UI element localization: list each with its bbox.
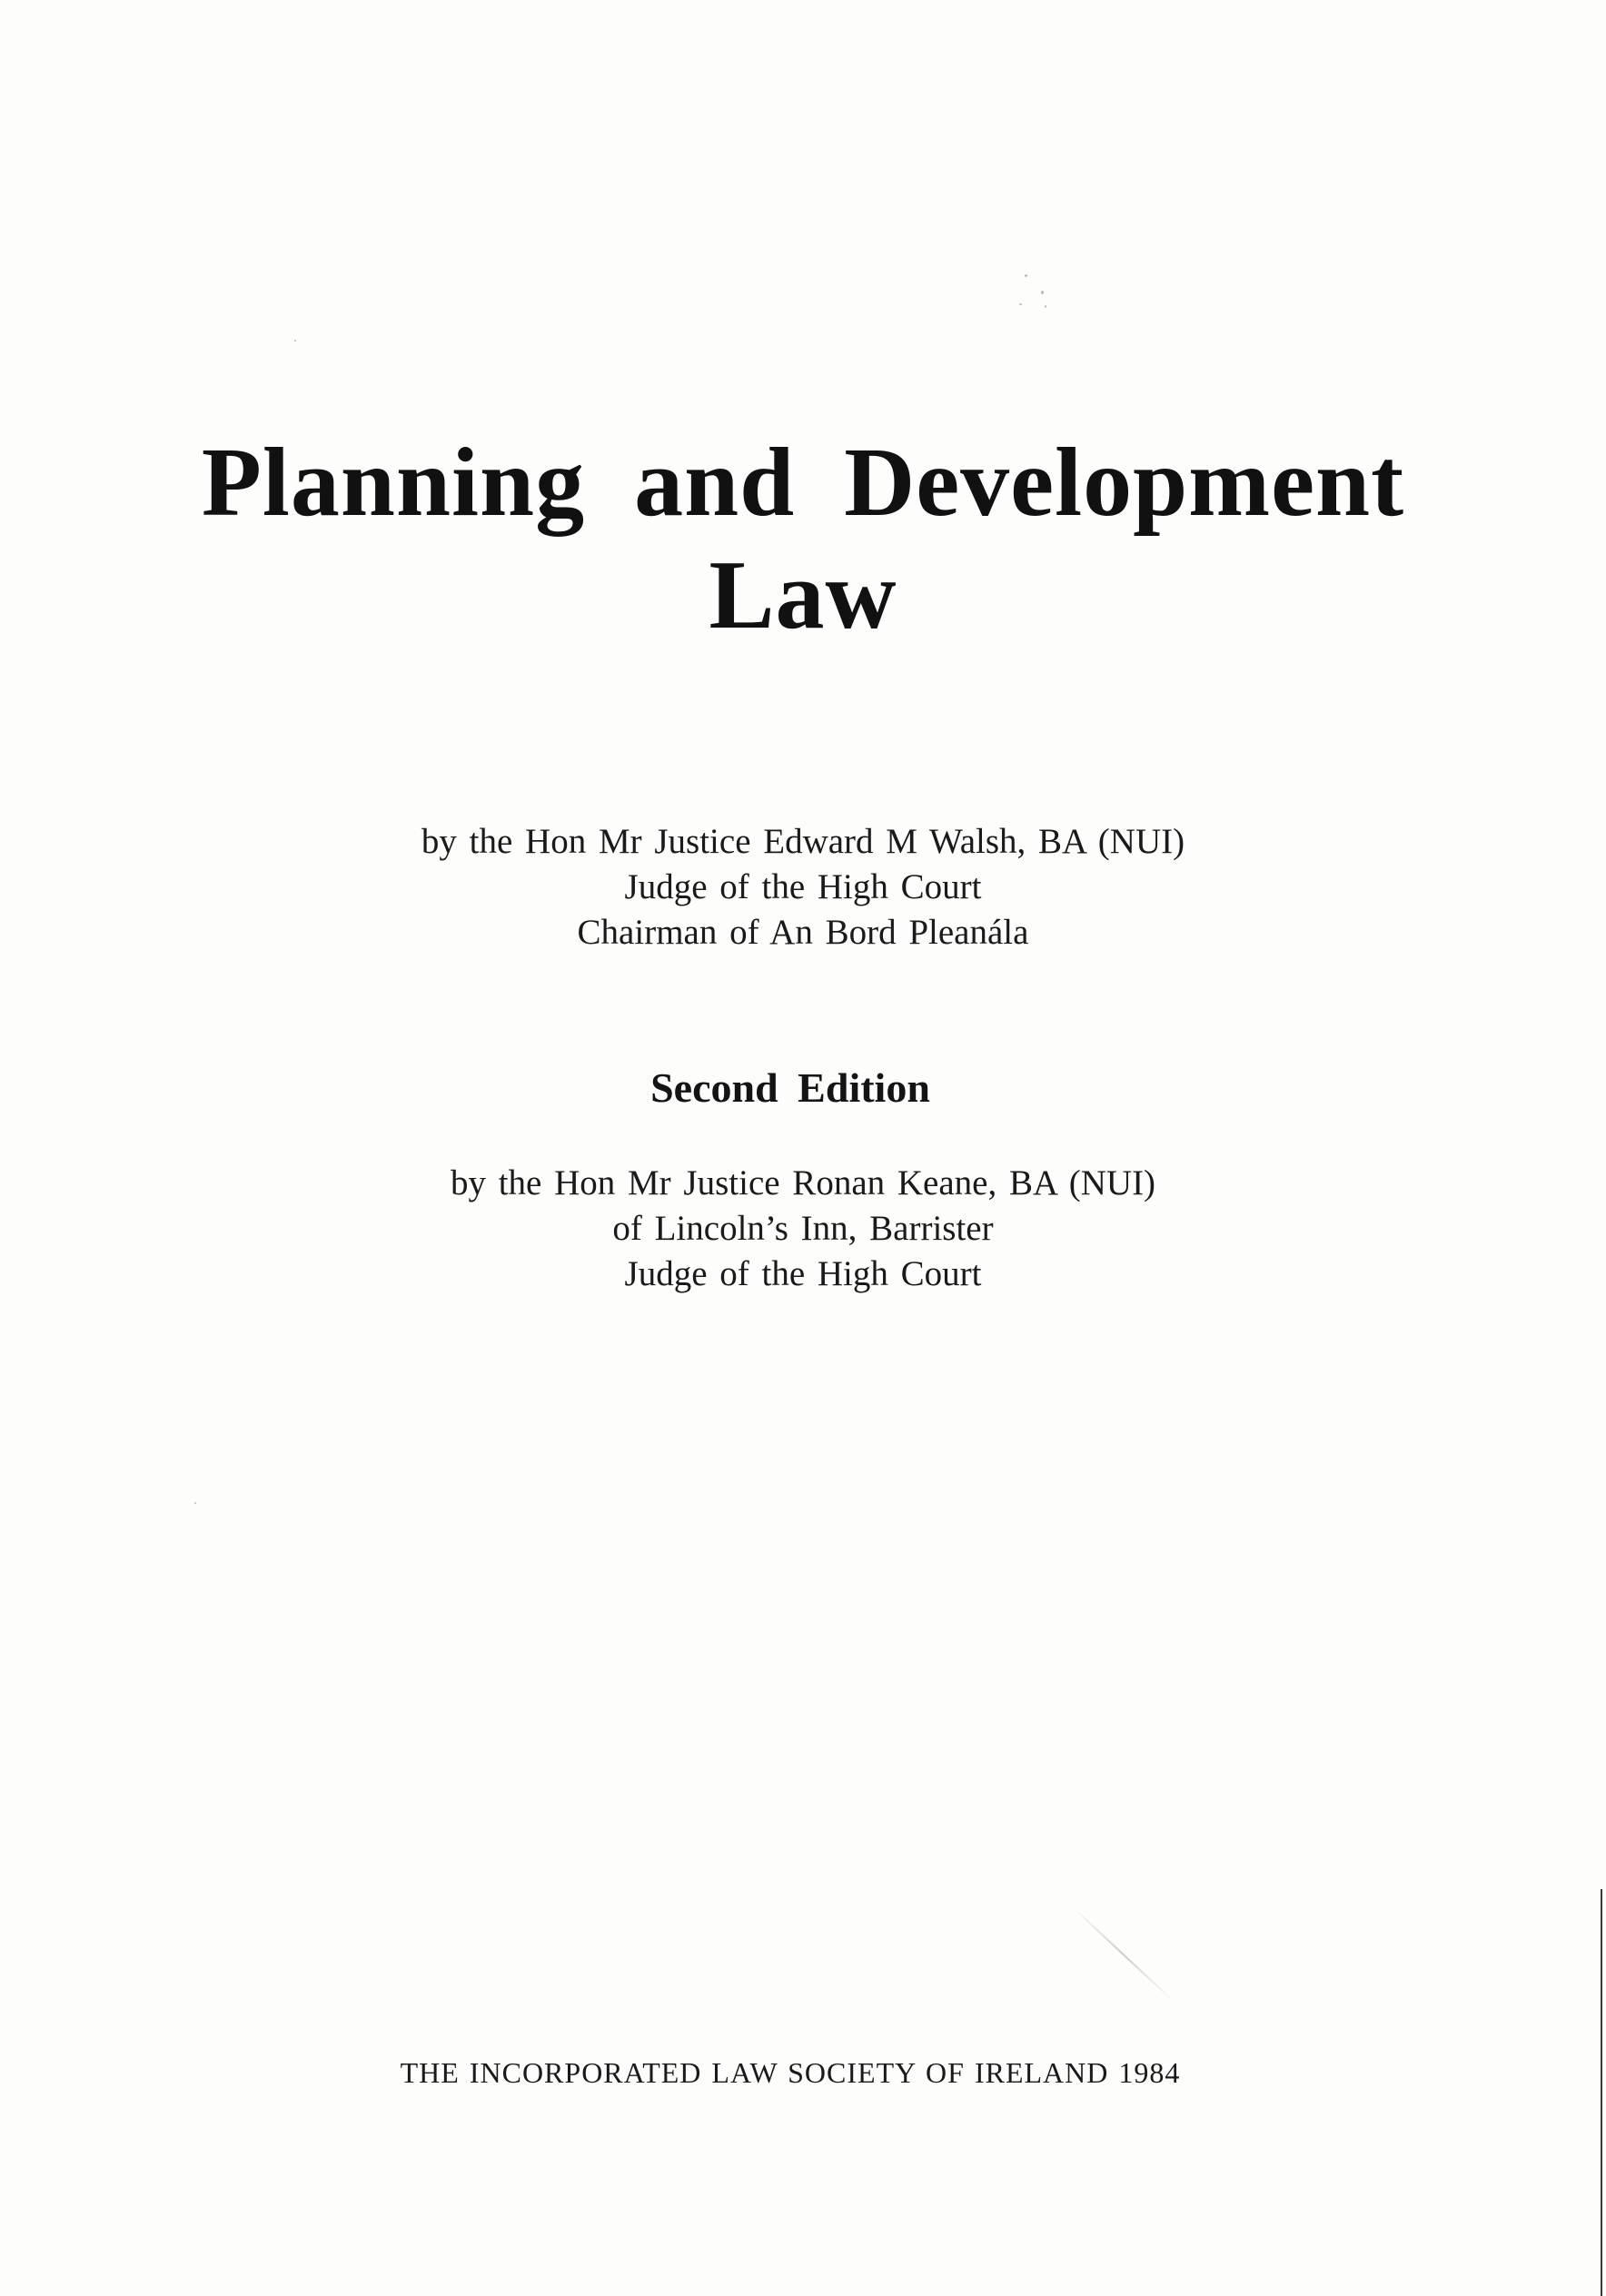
edition-heading: Second Edition [650,1064,930,1111]
title-line-1: Planning and Development [201,429,1405,537]
paper-speck [1025,274,1027,277]
paper-speck [1041,291,1044,294]
paper-speck [194,1502,196,1504]
paper-speck [1045,305,1046,308]
page-edge [1601,1889,1602,2296]
first-author-role-2: Chairman of An Bord Pleanála [577,913,1029,952]
paper-speck [1019,303,1022,305]
second-author-role: of Lincoln’s Inn, Barrister [612,1209,994,1248]
title-line-2: Law [709,541,897,649]
first-author-name: by the Hon Mr Justice Edward M Walsh, BA (NUI) [421,822,1185,861]
publisher-line: THE INCORPORATED LAW SOCIETY OF IRELAND 1984 [400,2056,1181,2089]
first-author-block [0,819,1606,955]
second-author-role-2: Judge of the High Court [624,1254,982,1293]
book-title [0,427,1606,652]
first-author-role: Judge of the High Court [624,867,982,906]
paper-crease [1073,1907,1174,2002]
second-author-name: by the Hon Mr Justice Ronan Keane, BA (NUI) [450,1163,1156,1202]
paper-speck [294,340,296,341]
second-author-block [0,1161,1606,1297]
